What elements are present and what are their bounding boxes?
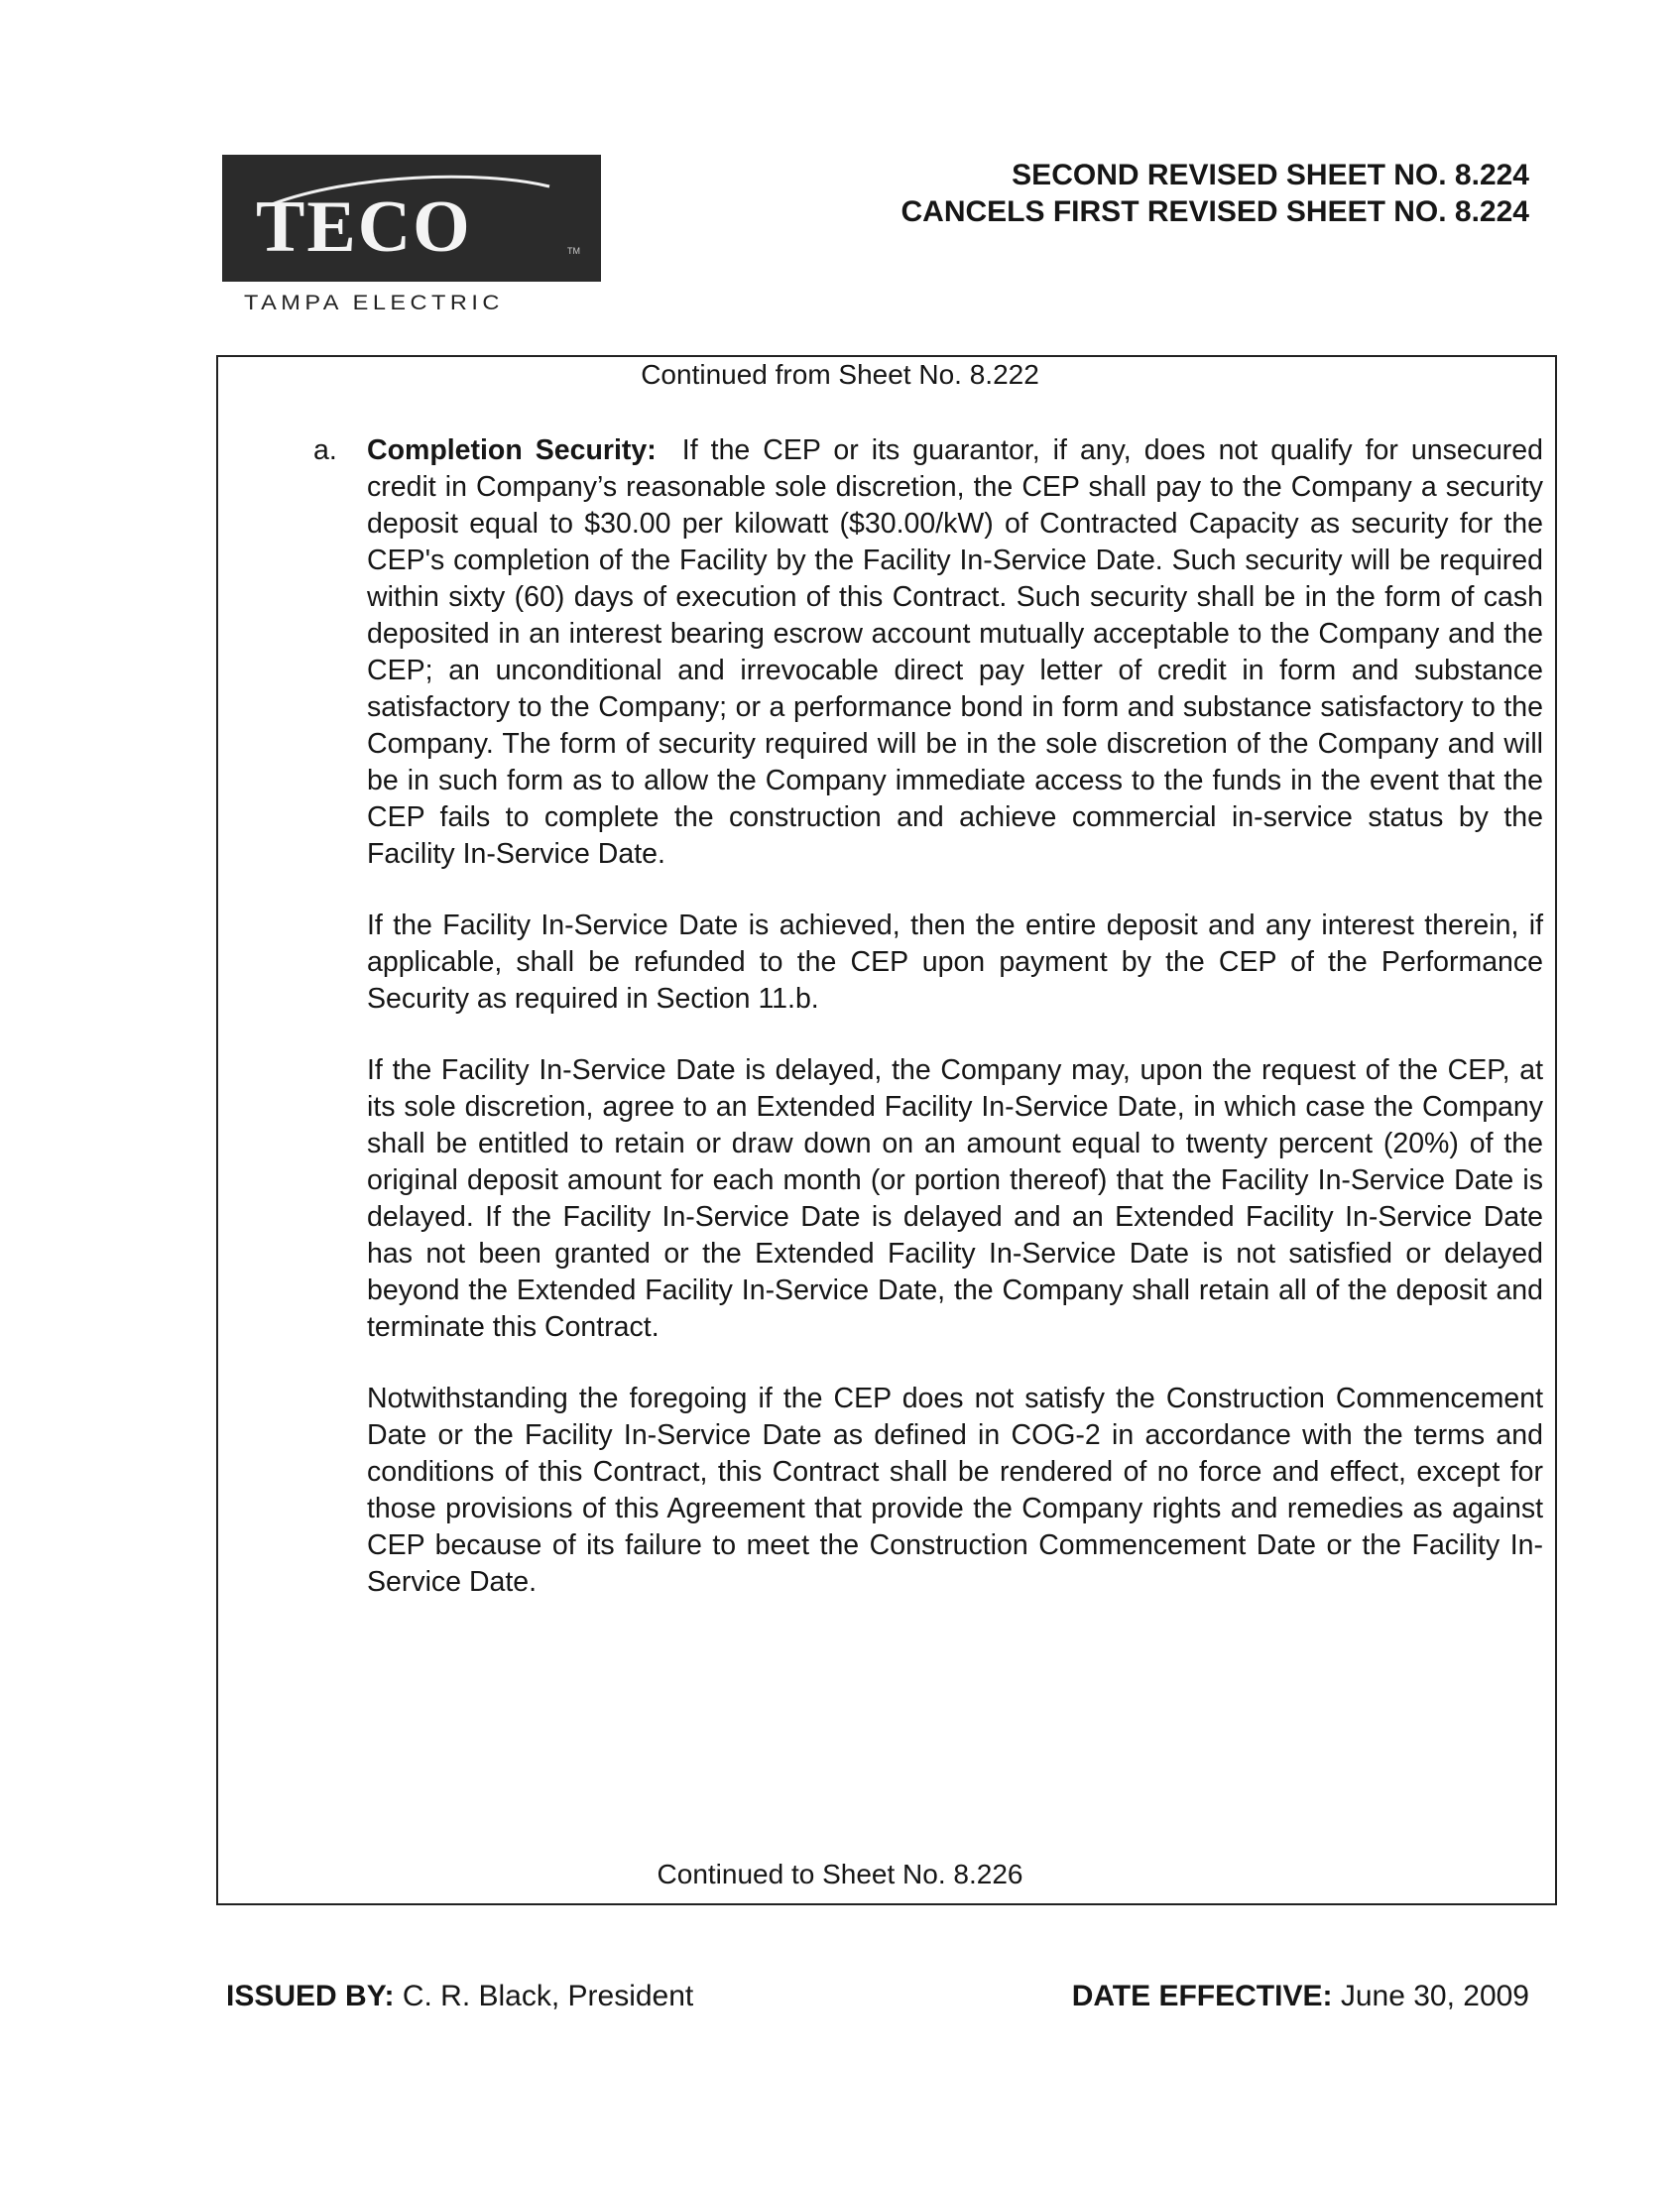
item-marker: a. [313,434,337,466]
date-effective [1072,1980,1529,2013]
company-logo [222,155,601,282]
section-completion-security [313,432,1543,1636]
item-title: Completion Security: [367,434,657,466]
date-effective-label: DATE EFFECTIVE: [1071,1980,1333,2012]
logo-brand: TECO [256,186,472,268]
paragraph-1 [367,432,1543,873]
sheet-number: SECOND REVISED SHEET NO. 8.224 [1012,159,1529,191]
issued-by-value: C. R. Black, President [402,1980,694,2012]
paragraph-4: Notwithstanding the foregoing if the CEP does not satisfy the Construction Commencement Date or the Facility In-Service Date as defined in COG-2 in accordance with the terms and conditions of this Contract, this Contract shall be rendered of no force and effect, except for those provisions of this Agreement that provide the Company rights and remedies as against CEP because of its failure to meet the Construction Commencement Date or the Facility In-Service Date. [367,1383,1543,1598]
issued-by-label: ISSUED BY: [226,1980,395,2012]
continued-from: Continued from Sheet No. 8.222 [641,359,1039,390]
sheet-header [901,157,1529,230]
sheet-cancels: CANCELS FIRST REVISED SHEET NO. 8.224 [900,195,1529,228]
continued-to: Continued to Sheet No. 8.226 [657,1859,1023,1889]
paragraph-2: If the Facility In-Service Date is achieved, then the entire deposit and any interest therein, if applicable, shall be refunded to the CEP upon payment by the CEP of the Performance Security as required in Section 11.b. [367,910,1543,1015]
logo-subtitle: TAMPA ELECTRIC [244,292,504,314]
date-effective-value: June 30, 2009 [1340,1980,1529,2012]
issued-by [226,1980,693,2013]
paragraph-1-text: If the CEP or its guarantor, if any, does not qualify for unsecured credit in Company’s reasonable sole discretion, the CEP shall pay to the Company a security deposit equal to $30.00 per kilowatt ($30.00/kW) of Contracted Capacity as security for the CEP's completion of the Facility by the Facility In-Service Date. Such security will be required within sixty (60) days of execution of this Contract. Such security shall be in the form of cash deposited in an interest bearing escrow account mutually acceptable to the Company and the CEP; an unconditional and irrevocable direct pay letter of credit in form and substance satisfactory to the Company; or a performance bond in form and substance satisfactory to the Company. The form of security required will be in the sole discretion of the Company and will be in such form as to allow the Company immediate access to the funds in the event that the CEP fails to complete the construction and achieve commercial in-service status by the Facility In-Service Date. [367,434,1544,870]
paragraph-3: If the Facility In-Service Date is delayed, the Company may, upon the request of the CEP, at its sole discretion, agree to an Extended Facility In-Service Date, in which case the Company shall be entitled to retain or draw down on an amount equal to twenty percent (20%) of the original deposit amount for each month (or portion thereof) that the Facility In-Service Date is delayed. If the Facility In-Service Date is delayed and an Extended Facility In-Service Date has not been granted or the Extended Facility In-Service Date is not satisfied or delayed beyond the Extended Facility In-Service Date, the Company shall retain all of the deposit and terminate this Contract. [367,1054,1543,1343]
logo-trademark: TM [567,246,580,256]
